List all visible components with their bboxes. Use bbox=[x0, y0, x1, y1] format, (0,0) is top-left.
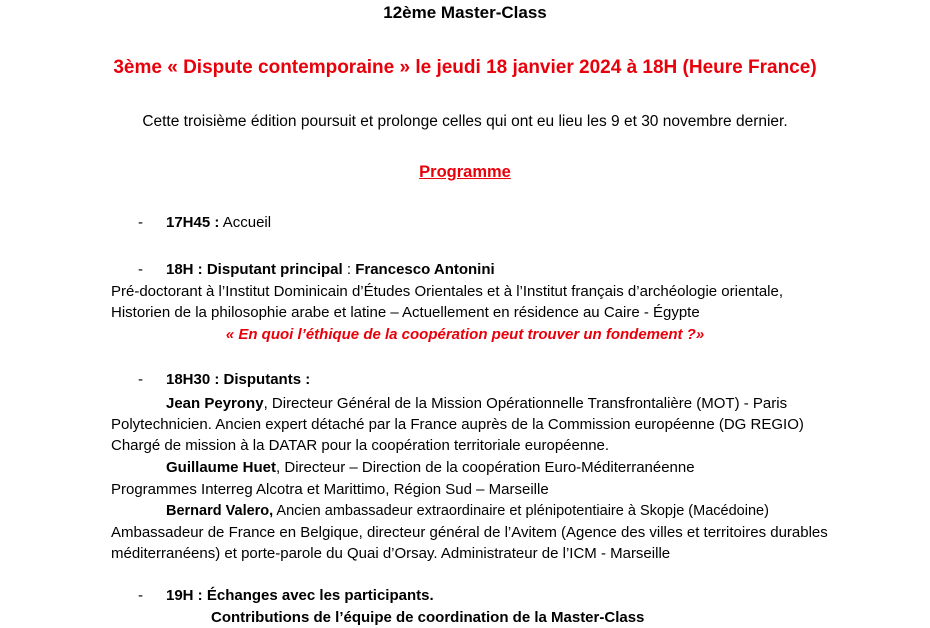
peyrony-desc-1: , Directeur Général de la Mission Opérationnelle Transfrontalière (MOT) - Paris bbox=[263, 395, 788, 412]
valero-desc-1: Ancien ambassadeur extraordinaire et plénipotentiaire à Skopje (Macédoine) bbox=[273, 503, 769, 519]
bullet-dash: - bbox=[138, 214, 143, 231]
accueil-time: 17H45 : bbox=[166, 214, 220, 231]
peyrony-desc-2: Polytechnicien. Ancien expert détaché par la France auprès de la Commission européenne (DG REGIO) bbox=[111, 416, 804, 433]
valero-desc-3: méditerranéens) et porte-parole du Quai d’Orsay. Administrateur de l’ICM - Marseille bbox=[111, 545, 671, 562]
principal-desc-line-2: Historien de la philosophie arabe et latine – Actuellement en résidence au Caire - Égypte bbox=[111, 304, 700, 321]
bullet-dash: - bbox=[138, 371, 143, 388]
schedule-item-principal bbox=[166, 260, 495, 280]
bullet-dash: - bbox=[138, 587, 143, 604]
schedule-item-accueil bbox=[166, 213, 271, 233]
accueil-label: Accueil bbox=[222, 214, 272, 231]
echanges-contributions: Contributions de l’équipe de coordination de la Master-Class bbox=[211, 609, 645, 626]
principal-sep: : bbox=[342, 261, 356, 278]
programme-heading: Programme bbox=[419, 163, 511, 181]
bullet-dash: - bbox=[138, 261, 143, 278]
masterclass-title: 12ème Master-Class bbox=[383, 3, 547, 22]
echanges-time: 19H : Échanges avec les participants. bbox=[166, 587, 434, 604]
dispute-title: 3ème « Dispute contemporaine » le jeudi 18 janvier 2024 à 18H (Heure France) bbox=[113, 57, 817, 78]
principal-name: Francesco Antonini bbox=[355, 261, 495, 278]
principal-desc-line-1: Pré-doctorant à l’Institut Dominicain d’Études Orientales et à l’Institut français d’archéologie orientale, bbox=[111, 283, 784, 300]
disputant-valero bbox=[166, 501, 769, 521]
principal-quote: « En quoi l’éthique de la coopération peut trouver un fondement ?» bbox=[225, 326, 705, 343]
disputant-peyrony bbox=[166, 394, 787, 414]
valero-name: Bernard Valero, bbox=[166, 503, 274, 519]
intro-paragraph: Cette troisième édition poursuit et prolonge celles qui ont eu lieu les 9 et 30 novembre dernier. bbox=[142, 113, 788, 130]
huet-desc-1: , Directeur – Direction de la coopération Euro-Méditerranéenne bbox=[276, 459, 695, 476]
disputant-huet bbox=[166, 458, 695, 478]
peyrony-name: Jean Peyrony bbox=[166, 395, 264, 412]
peyrony-desc-3: Chargé de mission à la DATAR pour la coopération territoriale européenne. bbox=[111, 437, 610, 454]
valero-desc-2: Ambassadeur de France en Belgique, directeur général de l’Avitem (Agence des villes et territoires durables bbox=[111, 524, 828, 541]
huet-desc-2: Programmes Interreg Alcotra et Marittimo, Région Sud – Marseille bbox=[111, 481, 549, 498]
principal-time: 18H : Disputant principal bbox=[166, 261, 343, 278]
disputants-time: 18H30 : Disputants : bbox=[166, 371, 311, 388]
huet-name: Guillaume Huet bbox=[166, 459, 277, 476]
